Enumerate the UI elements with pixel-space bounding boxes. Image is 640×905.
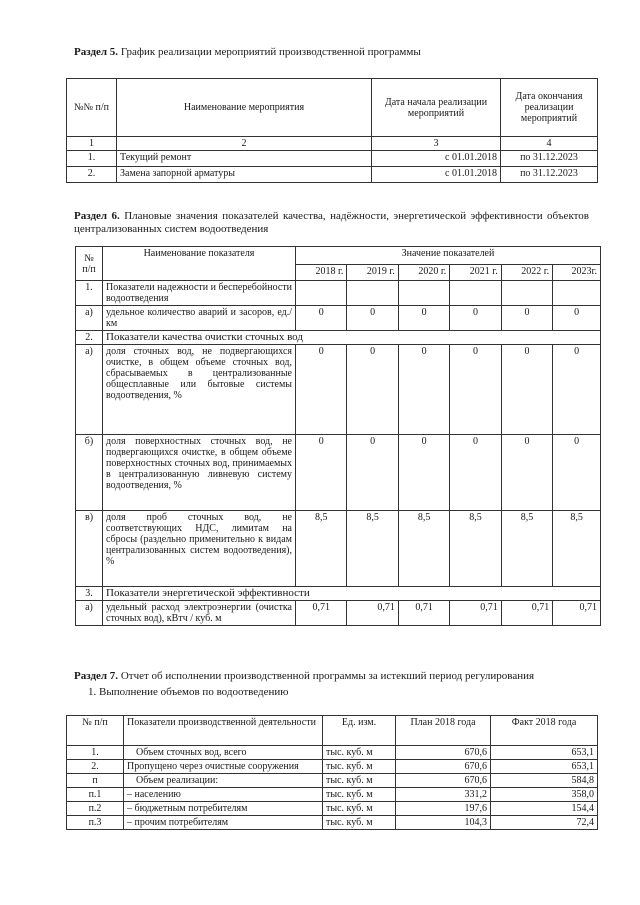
table-cell: 1. [67,151,117,167]
header-name: Наименование мероприятия [117,79,372,137]
header-end-date: Дата окончания реализации мероприятий [501,79,598,137]
table-cell: 72,4 [491,816,598,830]
table-cell: п [67,774,124,788]
table-row [67,816,598,830]
table-cell: 0 [347,306,398,331]
table-cell: 154,4 [491,802,598,816]
table-cell: 0 [553,345,601,435]
table-cell: 0 [347,345,398,435]
table-cell: 584,8 [491,774,598,788]
section7-title: Раздел 7. Отчет об исполнении производственной программы за истекший период регулирования [74,670,535,682]
table-cell: п.1 [67,788,124,802]
table-cell: 0,71 [553,601,601,626]
table-cell: доля сточных вод, не подвергающихся очистке, в общем объеме сточных вод, сбрасываемых в централизованные общесплавные или бытовые системы водоотведения, % [103,345,296,435]
table-cell: Показатели надежности и бесперебойности водоотведения [103,281,296,306]
table-cell: 0,71 [296,601,347,626]
column-number-row [67,137,598,151]
schedule-table [66,78,598,183]
table-cell: 0 [347,435,398,511]
table-cell: с 01.01.2018 [372,167,501,183]
table-cell: 670,6 [396,774,491,788]
table-cell: 197,6 [396,802,491,816]
table-cell: 8,5 [450,511,501,587]
table-cell: 0 [501,435,552,511]
group-row [76,331,601,345]
table-row [67,788,598,802]
table-cell: 670,6 [396,760,491,774]
table-cell: удельное количество аварий и засоров, ед./км [103,306,296,331]
table-row [67,746,598,760]
table-cell: 2 [117,137,372,151]
group-row [76,281,601,306]
report-table [66,715,598,830]
section7-subtitle: 1. Выполнение объемов по водоотведению [88,686,289,698]
table-cell: тыс. куб. м [323,816,396,830]
table-cell: в) [76,511,103,587]
table-cell: 0 [450,306,501,331]
table-cell: а) [76,306,103,331]
header-num: №№ п/п [67,79,117,137]
table-cell: 0,71 [450,601,501,626]
table-cell: 104,3 [396,816,491,830]
table-cell: 1 [67,137,117,151]
table-cell: тыс. куб. м [323,774,396,788]
header-plan: План 2018 года [396,716,491,746]
header-indicator: Показатели производственной деятельности [124,716,323,746]
table-row [67,774,598,788]
table-cell: Показатели энергетической эффективности [103,587,601,601]
table-cell: 0 [553,435,601,511]
table-cell: Пропущено через очистные сооружения [124,760,323,774]
table-cell: 0 [398,306,449,331]
table-row [67,802,598,816]
table-cell: б) [76,435,103,511]
table-row [67,151,598,167]
table-cell: 8,5 [398,511,449,587]
table-cell: Текущий ремонт [117,151,372,167]
table-cell: 1. [76,281,103,306]
table-cell: – прочим потребителям [124,816,323,830]
table-cell: 3 [372,137,501,151]
table-cell: тыс. куб. м [323,802,396,816]
header-fact: Факт 2018 года [491,716,598,746]
table-cell: – бюджетным потребителям [124,802,323,816]
table-cell: 0 [501,306,552,331]
table-cell: доля поверхностных сточных вод, не подвергающихся очистке, в общем объеме поверхностных сточных вод, принимаемых в централизованную ливневую систему водоотведения, % [103,435,296,511]
table-cell: 670,6 [396,746,491,760]
table-row [76,345,601,435]
table-cell: с 01.01.2018 [372,151,501,167]
table-cell: 2. [76,331,103,345]
table-cell: 0,71 [501,601,552,626]
table-cell: 4 [501,137,598,151]
table-row [76,601,601,626]
table-cell: Замена запорной арматуры [117,167,372,183]
group-row [76,587,601,601]
table-cell: 2. [67,167,117,183]
table-cell: тыс. куб. м [323,760,396,774]
table-cell: 0 [296,306,347,331]
table-cell: п.3 [67,816,124,830]
table-row [76,306,601,331]
header-unit: Ед. изм. [323,716,396,746]
table-row [76,511,601,587]
year-header: 2018 г. [296,265,347,281]
year-header: 2023г. [553,265,601,281]
header-num: № п/п [76,247,103,281]
table-cell: тыс. куб. м [323,746,396,760]
year-header: 2021 г. [450,265,501,281]
table-cell: удельный расход электроэнергии (очистка сточных вод), кВтч / куб. м [103,601,296,626]
table-row [67,167,598,183]
table-cell: по 31.12.2023 [501,167,598,183]
table-cell: 0 [553,306,601,331]
year-header: 2020 г. [398,265,449,281]
table-cell: 0 [398,435,449,511]
table-cell: 1. [67,746,124,760]
table-cell: тыс. куб. м [323,788,396,802]
table-cell: 0 [398,345,449,435]
header-num: № п/п [67,716,124,746]
table-cell: 0 [450,435,501,511]
table-cell: а) [76,345,103,435]
table-cell: 8,5 [501,511,552,587]
table-cell: 2. [67,760,124,774]
table-cell: 8,5 [553,511,601,587]
table-cell: Объем сточных вод, всего [124,746,323,760]
table-cell: по 31.12.2023 [501,151,598,167]
indicators-table [75,246,601,626]
section6-title: Раздел 6. Плановые значения показателей качества, надёжности, энергетической эффективности объектов централизованных систем водоотведения [74,210,589,235]
table-cell: а) [76,601,103,626]
table-cell: доля проб сточных вод, не соответствующих НДС, лимитам на сбросы (раздельно применительно к видам централизованных систем водоотведения), % [103,511,296,587]
table-cell: Показатели качества очистки сточных вод [103,331,601,345]
table-cell: 653,1 [491,760,598,774]
table-cell: 0 [296,345,347,435]
table-cell: 0 [296,435,347,511]
table-cell: 331,2 [396,788,491,802]
table-cell: 8,5 [347,511,398,587]
year-header: 2022 г. [501,265,552,281]
table-row [67,760,598,774]
table-cell: 0 [450,345,501,435]
table-cell: 358,0 [491,788,598,802]
table-cell: 653,1 [491,746,598,760]
table-cell: Объем реализации: [124,774,323,788]
table-cell: 0,71 [347,601,398,626]
year-header: 2019 г. [347,265,398,281]
table-cell: п.2 [67,802,124,816]
header-name: Наименование показателя [103,247,296,281]
table-cell: 0,71 [398,601,449,626]
header-start-date: Дата начала реализации мероприятий [372,79,501,137]
table-cell: 8,5 [296,511,347,587]
table-cell: 3. [76,587,103,601]
table-cell: 0 [501,345,552,435]
table-row [76,435,601,511]
table-cell: – населению [124,788,323,802]
header-values: Значение показателей [296,247,601,265]
section5-title: Раздел 5. График реализации мероприятий производственной программы [74,46,421,58]
